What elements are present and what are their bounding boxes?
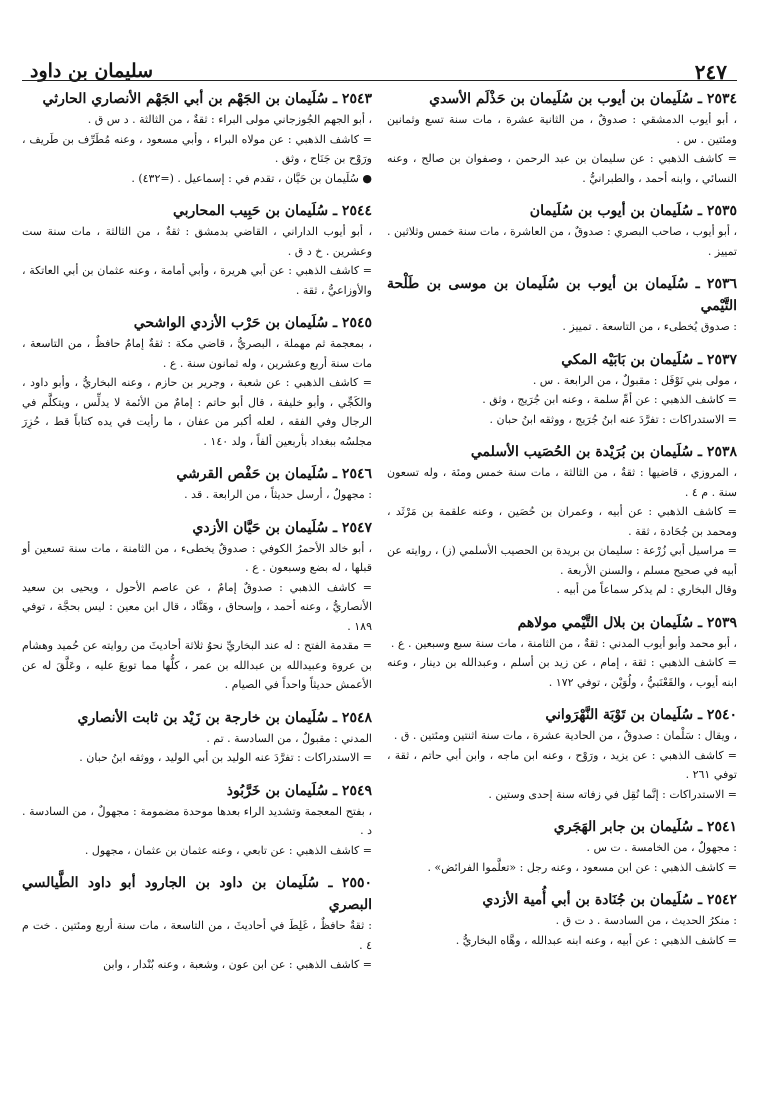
entry-heading: ٢٥٣٤ ـ سُلَيمان بن أيوب بن سُلَيمان بن حَذْلَم الأسدي xyxy=(429,91,737,107)
entry-heading: ٢٥٣٧ ـ سُلَيمان بن بَابَيْه المكي xyxy=(561,351,737,368)
entry-body: : صدوق يُخطىء ، من التاسعة . تمييز . xyxy=(562,320,737,333)
entry-note: = كاشف الذهبي : عن أبيه ، وعنه ابنه عبدالله ، وهَّاه البخاريُّ . xyxy=(455,933,737,947)
biography-entry xyxy=(387,816,737,877)
entry-heading: ٢٥٤٦ ـ سُلَيمان بن حَفْص القرشي xyxy=(176,466,372,482)
page-number: ٢٤٧ xyxy=(694,60,727,84)
entry-body: ، أبو محمد وأبو أيوب المدني : ثقةٌ ، من الثامنة ، مات سنة سبع وسبعين . ع . xyxy=(390,636,737,650)
entry-note: = كاشف الذهبي : عن ابن مسعود ، وعنه رجل : «تعلَّموا الفرائض» . xyxy=(427,860,737,874)
entry-note: = مراسيل أبي زُرْعة : سليمان بن بريدة بن الحصيب الأسلمي (ز) ، روايته عن أبيه في صحيح مسلم ، والسنن الأربعة . xyxy=(387,544,737,577)
biography-entry xyxy=(387,273,737,337)
entry-heading: ٢٥٤٠ ـ سُلَيمان بن تَوْبَة النَّهْرَواني xyxy=(545,707,737,723)
entry-heading: ٢٥٤٨ ـ سُلَيمان بن خارجة بن زَيْد بن ثابت الأنصاري xyxy=(77,709,372,726)
biography-entry xyxy=(387,88,737,188)
biography-entry xyxy=(387,200,737,261)
entry-note: ● سُلَيمان بن حَيَّان ، تقدم في : إسماعيل . (=٤٣٢) . xyxy=(131,171,372,185)
entry-heading: ٢٥٣٦ ـ سُلَيمان بن أيوب بن سُلَيمان بن موسى بن طَلْحة التَّيْمي xyxy=(387,276,737,314)
entry-body: المدني : مقبولٌ ، من السادسة . تم . xyxy=(206,731,372,745)
biography-entry xyxy=(387,612,737,693)
entry-body: ، أبو خالد الأحمرُ الكوفي : صدوقٌ يخطىء ، من الثامنة ، مات سنة تسعين أو قبلها ، له بضع وسبعون . ع . xyxy=(22,541,372,574)
entry-heading: ٢٥٣٩ ـ سُلَيمان بن بلال التَّيْمي مولاهم xyxy=(517,614,737,631)
entry-body: ، أبو الجهم الجُوزجاني مولى البراء : ثقةٌ ، من الثالثة . د س ق . xyxy=(87,113,372,126)
entry-note: = الاستدراكات : تفرَّدَ عنه ابنُ جُرَيج ، ووثقه ابنُ حبان . xyxy=(489,412,737,426)
biography-entry xyxy=(22,312,372,451)
entry-note: = كاشف الذهبي : ثقة ، إمام ، عن زيد بن أسلم ، وعبدالله بن دينار ، وعنه ابنه أيوب ، والقَعْنَبيُّ ، ولُوَيْن ، توفي ١٧٢ . xyxy=(387,656,737,689)
entry-note: = كاشف الذهبي : عن ابن عون ، وشعبة ، وعنه بُنْدار ، وابن xyxy=(103,958,372,971)
entry-body: ، بفتح المعجمة وتشديد الراء بعدها موحدة مضمومة : مجهولٌ ، من السادسة . د . xyxy=(22,804,372,837)
entry-note: = مقدمة الفتح : له عند البخاريِّ نحوُ ثلاثة أحاديثَ من روايته عن حُميد وهشام بن عروة وعبيدالله بن عبدالله بن عمر ، كلُّها مما توبعَ عليه ، وعَلَّقَ له عن الأعمش حديثاً واحداً في الصيام . xyxy=(22,639,372,691)
entry-note: = كاشف الذهبي : عن سليمان بن عبد الرحمن ، وصفوان بن صالح ، وعنه النسائي ، وابنه أحمد ، والطبرانيُّ . xyxy=(387,152,737,185)
entry-note: = كاشف الذهبي : عن أمِّ سلمة ، وعنه ابن جُرَيج ، وثق . xyxy=(482,393,737,406)
entry-heading: ٢٥٤٣ ـ سُلَيمان بن الجَهْم بن أبي الجَهْم الأنصاري الحارثي xyxy=(42,91,372,107)
entry-body: ، المروزي ، قاضيها : ثقةٌ ، من الثالثة ، مات سنة خمس ومئة ، وله تسعون سنة . م ٤ . xyxy=(387,466,737,499)
biography-entry xyxy=(387,441,737,600)
biography-entry xyxy=(22,872,372,975)
biography-entry xyxy=(22,517,372,695)
entry-body: ، أبو أيوب ، صاحب البصري : صدوقٌ ، من العاشرة ، مات سنة خمس وثلاثين . تمييز . xyxy=(387,225,737,258)
entry-body: : مجهولٌ ، أرسل حديثاً ، من الرابعة . قد . xyxy=(184,488,372,501)
running-head: سليمان بن داود xyxy=(30,60,154,82)
left-column xyxy=(22,88,372,987)
entry-body: ، مولى بني نَوْفَل : مقبولٌ ، من الرابعة . س . xyxy=(532,373,737,387)
entry-note: = كاشف الذهبي : عن أبي هريرة ، وأبي أمامة ، وعنه عثمان بن أبي العاتكة ، والأوزاعيُّ ، ثقة . xyxy=(22,264,372,297)
biography-entry xyxy=(387,704,737,804)
entry-heading: ٢٥٤٤ ـ سُلَيمان بن حَبِيب المحاربي xyxy=(172,203,372,219)
biography-entry xyxy=(387,349,737,430)
entry-note: = كاشف الذهبي : عن أبيه ، وعمران بن حُصَين ، وعنه علقمة بن مَرْثَد ، ومحمد بن جُحَادة ، ثقة . xyxy=(387,505,737,538)
entry-heading: ٢٥٤١ ـ سُلَيمان بن جابر الهَجَري xyxy=(553,819,737,835)
biography-entry xyxy=(22,463,372,505)
entry-body: : مجهولٌ ، من الخامسة . ت س . xyxy=(586,841,737,854)
entry-body: ، أبو أيوب الداراني ، القاضي بدمشق : ثقةٌ ، من الثالثة ، مات سنة ست وعشرين . خ د ق . xyxy=(22,225,372,258)
entry-heading: ٢٥٤٩ ـ سُلَيمان بن خَرَّبُوذ xyxy=(226,782,372,799)
entry-note: = كاشف الذهبي : عن مولاه البراء ، وأبي مسعود ، وعنه مُطَرِّف بن طَريف ، ورَوْح بن جَنَاح ، وثق . xyxy=(22,132,372,165)
entry-note: = كاشف الذهبي : صدوقٌ إمامٌ ، عن عاصم الأحول ، ويحيى بن سعيد الأنصاريُّ ، وعنه أحمد ، وإسحاق ، وهَنَّاد ، قال ابن معين : ليس بحجَّة ، توفي ١٨٩ . xyxy=(22,580,372,633)
right-column xyxy=(387,88,737,962)
biography-entry xyxy=(22,88,372,188)
entry-heading: ٢٥٣٨ ـ سُلَيمان بن بُرَيْدة بن الحُصَيب الأسلمي xyxy=(470,444,737,460)
header-rule xyxy=(22,80,737,81)
entry-body: ، ويقال : سَلْمان : صدوقٌ ، من الحادية عشرة ، مات سنة اثنتين ومئتين . ق . xyxy=(393,729,737,742)
entry-note: = الاستدراكات : تفرَّدَ عنه الوليد بن أبي الوليد ، ووثقه ابنُ حبان . xyxy=(79,751,372,764)
biography-entry xyxy=(22,200,372,300)
entry-heading: ٢٥٤٢ ـ سُلَيمان بن جُنَادة بن أبي أُمية الأزدي xyxy=(482,892,737,908)
entry-heading: ٢٥٣٥ ـ سُلَيمان بن أيوب بن سُلَيمان xyxy=(529,203,737,219)
entry-heading: ٢٥٤٥ ـ سُلَيمان بن حَرْب الأزدي الواشحي xyxy=(133,315,372,331)
entry-heading: ٢٥٤٧ ـ سُلَيمان بن حَيَّان الأزدي xyxy=(192,519,372,536)
entry-note: = الاستدراكات : إنَّما نُقِل في زفاته سنة إحدى وستين . xyxy=(488,787,737,801)
biography-entry xyxy=(387,889,737,950)
entry-heading: ٢٥٥٠ ـ سُلَيمان بن داود بن الجارود أبو داود الطَّيالسي البصري xyxy=(22,875,372,913)
entry-body: ، أبو أيوب الدمشقي : صدوقٌ ، من الثانية عشرة ، مات سنة تسع وثمانين ومئتين . س . xyxy=(387,113,737,146)
entry-note: = كاشف الذهبي : عن تابعي ، وعنه عثمان بن عثمان ، مجهول . xyxy=(84,843,372,857)
entry-body: : منكرُ الحديث ، من السادسة . د ت ق . xyxy=(555,914,737,927)
entry-body: : ثقةٌ حافظٌ ، غَلِطَ في أحاديثَ ، من التاسعة ، مات سنة أربع ومئتين . خت م ٤ . xyxy=(22,919,372,952)
biography-entry xyxy=(22,707,372,768)
biography-entry xyxy=(22,780,372,861)
entry-note: وقال البخاري : لم يذكر سماعاً من أبيه . xyxy=(556,583,737,596)
entry-note: = كاشف الذهبي : عن يزيد ، ورَوْح ، وعنه ابن ماجه ، وابن أبي حاتم ، ثقة ، توفي ٢٦١ . xyxy=(387,748,737,781)
entry-note: = كاشف الذهبي : عن شعبة ، وجرير بن حازم ، وعنه البخاريُّ ، وأبو داود ، والكَجِّي ، وأبو خليفة ، قال أبو حاتم : إمامٌ من الأئمة لا يدلِّس ، ويتكلَّم في الرجال وفي الفقه ، لعله أكبر من عفان ، ما رأيت في يده كتاباً قط ، حُزِرَ مجلسُه ببغداد بأربعين ألفاً ، ولد ١٤٠ . xyxy=(22,376,372,448)
entry-body: ، بمعجمة ثم مهملة ، البصريُّ ، قاضي مكة : ثقةٌ إمامٌ حافظٌ ، من التاسعة ، مات سنة أربع وعشرين ، وله ثمانون سنة . ع . xyxy=(22,337,372,370)
